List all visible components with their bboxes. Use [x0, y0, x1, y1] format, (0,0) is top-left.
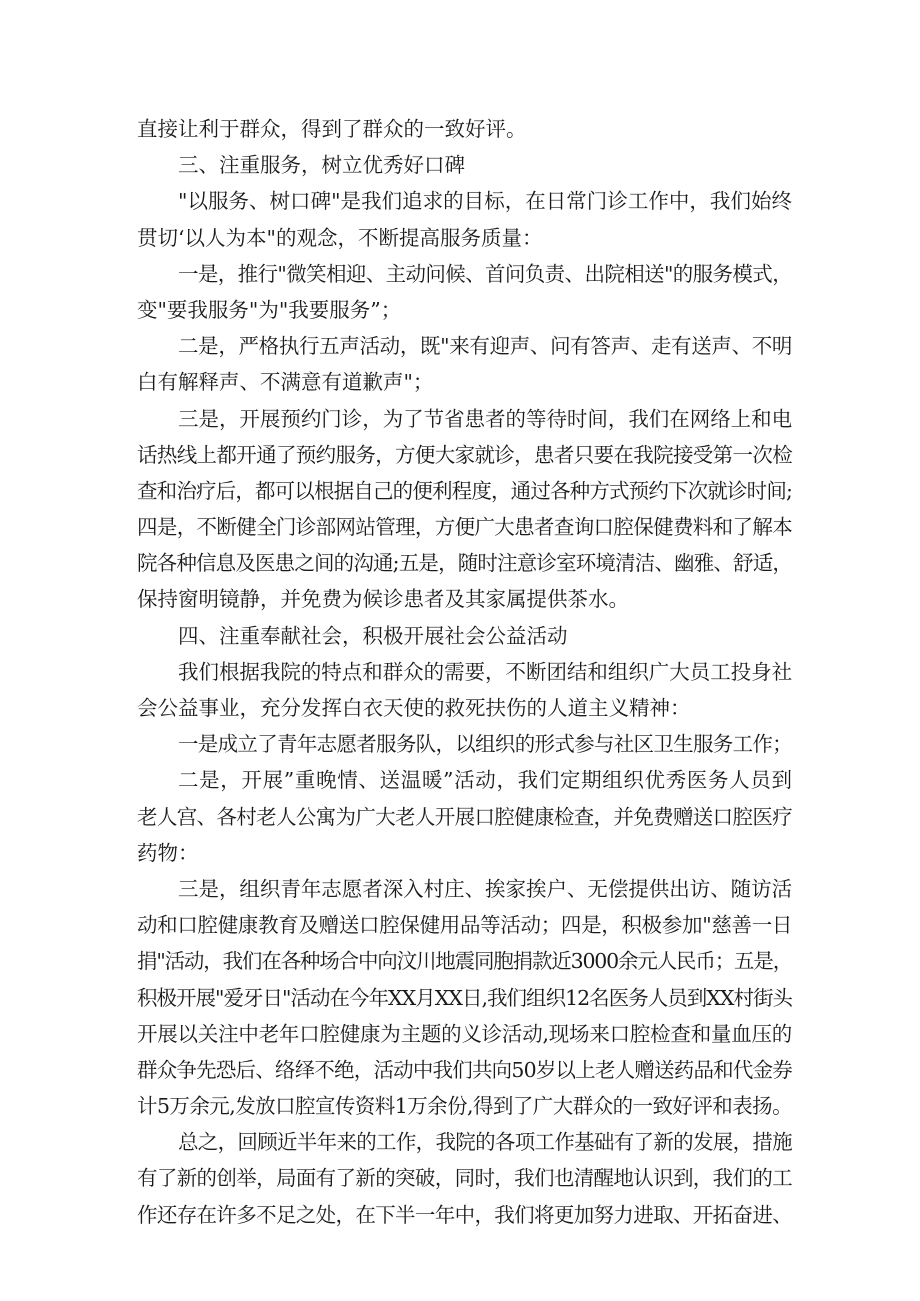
text-line: 二是，严格执行五声活动，既"来有迎声、问有答声、走有送声、不明 — [178, 334, 792, 359]
text-line: 四是，不断健全门诊部网站管理，方便广大患者查询口腔保健费料和了解本 — [137, 515, 792, 540]
text-line: 我们根据我院的特点和群众的需要，不断团结和组织广大员工投身社 — [178, 659, 792, 684]
text-line: 直接让利于群众，得到了群众的一致好评。 — [137, 117, 527, 141]
text-line: 总之，回顾近半年来的工作，我院的各项工作基础有了新的发展，措施 — [178, 1130, 792, 1155]
text-line: 查和治疗后，都可以根据自己的便利程度，通过各种方式预约下次就诊时间; — [137, 478, 792, 503]
text-line: 三是，开展预约门诊，为了节省患者的等待时间，我们在网络上和电 — [178, 406, 792, 431]
text-line: 二是，开展”重晚情、送温暖”活动，我们定期组织优秀医务人员到 — [178, 768, 792, 793]
text-line: 积极开展"爱牙日"活动在今年XX月XX日,我们组织12名医务人员到XX村街头 — [137, 985, 792, 1010]
text-line: 院各种信息及医患之间的沟通;五是，随时注意诊室环境清洁、幽雅、舒适， — [137, 551, 792, 576]
document-body — [137, 111, 792, 1233]
text-line: 贯切‘以人为本"的观念，不断提高服务质量： — [137, 225, 543, 250]
text-line: 有了新的创举，局面有了新的突破，同时，我们也清醒地认识到，我们的工 — [137, 1166, 792, 1191]
text-line: 计5万余元,发放口腔宣传资料1万余份,得到了广大群众的一致好评和表扬。 — [137, 1094, 792, 1119]
text-line: 动和口腔健康教育及赠送口腔保健用品等活动；四是，积极参加"慈善一日 — [137, 913, 792, 938]
text-line: 白有解释声、不满意有道歉声"； — [137, 370, 434, 395]
text-line: 话热线上都开通了预约服务，方便大家就诊，患者只要在我院接受第一次检 — [137, 442, 792, 467]
text-line: 群众争先恐后、络绎不绝，活动中我们共向50岁以上老人赠送药品和代金券 — [137, 1057, 792, 1082]
text-line: 保持窗明镜静，并免费为候诊患者及其家属提供茶水。 — [137, 587, 629, 612]
text-line: 开展以关注中老年口腔健康为主题的义诊活动,现场来口腔检查和量血压的 — [137, 1021, 792, 1046]
text-line: 变"要我服务"为"我要服务”； — [137, 297, 402, 322]
text-line: 捐"活动，我们在各种场合中向汶川地震同胞捐款近3000余元人民币；五是， — [137, 949, 792, 974]
text-line: 三是，组织青年志愿者深入村庄、挨家挨户、无偿提供出访、随访活 — [178, 876, 792, 901]
text-line: 会公益事业，充分发挥白衣天使的救死扶伤的人道主义精神： — [137, 696, 691, 720]
text-line: "以服务、树口碑"是我们追求的目标，在日常门诊工作中，我们始终 — [178, 189, 792, 214]
text-line: 四、注重奉献社会，积极开展社会公益活动 — [178, 623, 568, 648]
text-line: 老人宫、各村老人公寓为广大老人开展口腔健康检查，并免费赠送口腔医疗 — [137, 804, 792, 829]
text-line: 三、注重服务，树立优秀好口碑 — [178, 153, 465, 178]
text-line: 作还存在许多不足之处，在下半一年中，我们将更加努力进取、开拓奋进、 — [137, 1202, 792, 1227]
text-line: 一是成立了青年志愿者服务队，以组织的形式参与社区卫生服务工作； — [178, 732, 792, 757]
text-line: 一是，推行"微笑相迎、主动问候、首问负责、出院相送"的服务模式， — [178, 261, 792, 286]
text-line: 药物： — [137, 840, 199, 865]
